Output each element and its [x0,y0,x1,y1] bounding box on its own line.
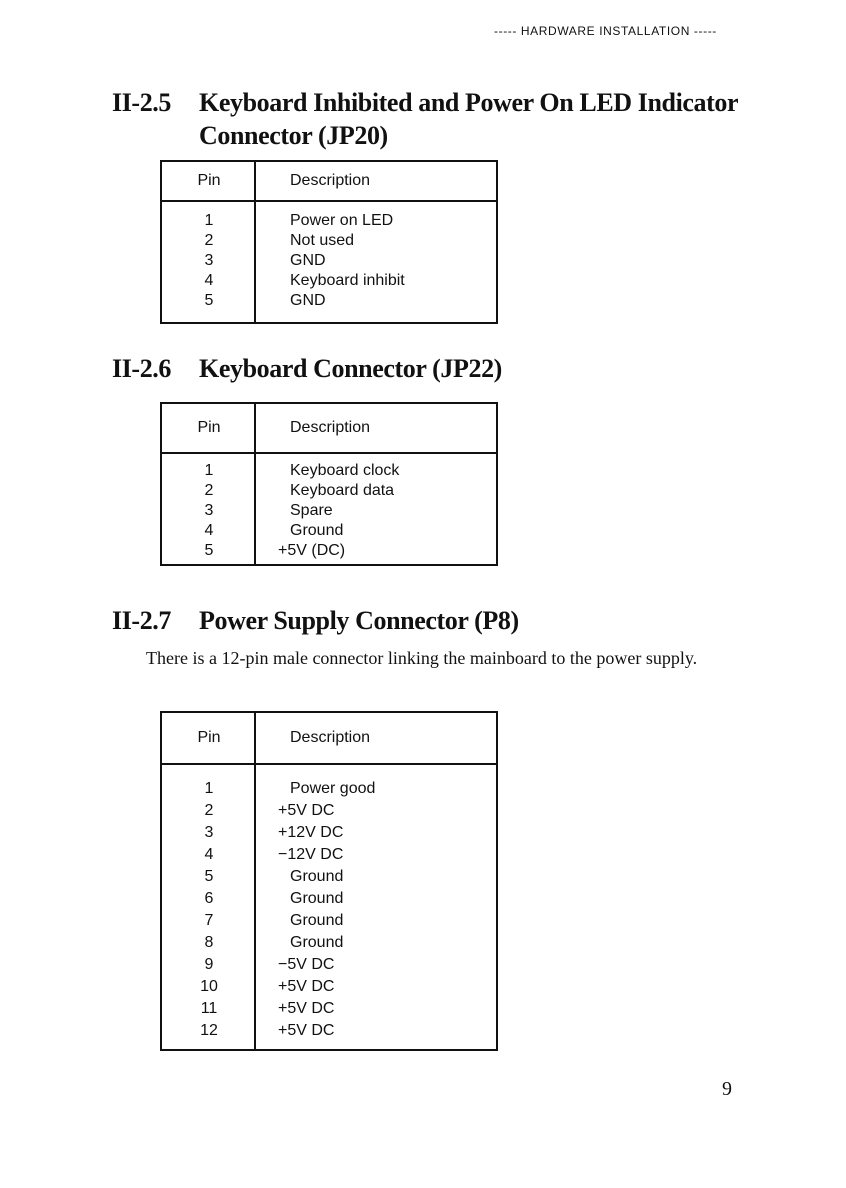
pin-description: −5V DC [278,956,335,973]
table-row [162,778,496,800]
section-title-line1: Power Supply Connector (P8) [199,606,519,635]
header-pin: Pin [197,172,221,189]
table-row [162,844,496,866]
section-heading-jp22 [112,352,502,385]
section-heading-p8 [112,604,519,637]
pin-number: 3 [204,824,214,841]
table-header [162,713,496,765]
pin-description: GND [290,292,326,309]
pin-number: 10 [200,978,218,995]
pin-description: Keyboard data [290,482,395,499]
table-row [162,822,496,844]
table-row [162,998,496,1020]
table-row [162,1020,496,1042]
pin-description: +5V DC [278,1000,335,1017]
pin-number: 4 [204,272,214,289]
table-row [162,866,496,888]
pin-number: 4 [204,846,214,863]
table-body [162,765,496,1045]
table-header [162,162,496,202]
table-row [162,888,496,910]
pin-description: Ground [290,890,344,907]
pin-description: +5V DC [278,1022,335,1039]
pin-table-jp22 [160,402,498,566]
section-number: II-2.6 [112,354,171,383]
pin-number: 11 [200,1000,218,1017]
table-row [162,461,496,481]
table-row [162,481,496,501]
pin-number: 5 [204,868,214,885]
header-pin: Pin [197,419,221,436]
pin-description: +5V DC [278,978,335,995]
header-pin: Pin [197,729,221,746]
pin-description: +12V DC [278,824,344,841]
table-row [162,271,496,291]
pin-number: 2 [204,232,214,249]
table-body [162,454,496,564]
table-header [162,404,496,454]
pin-number: 6 [204,890,214,907]
section-heading-jp20 [112,86,738,152]
table-row [162,501,496,521]
pin-description: Spare [290,502,333,519]
pin-number: 4 [204,522,214,539]
pin-number: 2 [204,482,214,499]
pin-description: Ground [290,912,344,929]
table-row [162,541,496,561]
pin-number: 5 [204,292,214,309]
pin-description: Keyboard clock [290,462,400,479]
section-title-line1: Keyboard Inhibited and Power On LED Indicator [199,88,739,117]
running-header: ----- HARDWARE INSTALLATION ----- [494,24,717,38]
pin-number: 3 [204,252,214,269]
table-row [162,976,496,998]
section-title-line2: Connector (JP20) [199,121,388,150]
table-row [162,932,496,954]
pin-description: Power on LED [290,212,394,229]
pin-number: 5 [204,542,214,559]
paragraph-text: There is a 12-pin male connector linking the mainboard to the power supply. [146,648,698,668]
column-divider [254,713,256,1049]
pin-number: 1 [204,780,214,797]
header-description: Description [290,419,371,436]
pin-number: 12 [200,1022,218,1039]
table-row [162,910,496,932]
section-number: II-2.5 [112,88,171,117]
pin-number: 2 [204,802,214,819]
body-paragraph [112,644,737,673]
table-body [162,202,496,314]
pin-description: GND [290,252,326,269]
pin-description: Not used [290,232,355,249]
table-row [162,954,496,976]
table-row [162,211,496,231]
pin-number: 7 [204,912,214,929]
pin-description: Ground [290,934,344,951]
pin-description: Keyboard inhibit [290,272,405,289]
table-row [162,291,496,311]
header-description: Description [290,729,371,746]
section-title-line1: Keyboard Connector (JP22) [199,354,502,383]
pin-description: Ground [290,868,344,885]
pin-table-p8 [160,711,498,1051]
pin-description: Power good [290,780,376,797]
table-row [162,521,496,541]
section-number: II-2.7 [112,606,171,635]
pin-number: 1 [204,212,214,229]
pin-number: 8 [204,934,214,951]
table-row [162,251,496,271]
table-row [162,800,496,822]
pin-number: 3 [204,502,214,519]
header-description: Description [290,172,371,189]
column-divider [254,162,256,322]
pin-number: 1 [204,462,214,479]
pin-description: −12V DC [278,846,344,863]
pin-table-jp20 [160,160,498,324]
pin-description: Ground [290,522,344,539]
pin-number: 9 [204,956,214,973]
column-divider [254,404,256,564]
table-row [162,231,496,251]
pin-description: +5V DC [278,802,335,819]
page-number: 9 [722,1078,732,1100]
pin-description: +5V (DC) [278,542,346,559]
